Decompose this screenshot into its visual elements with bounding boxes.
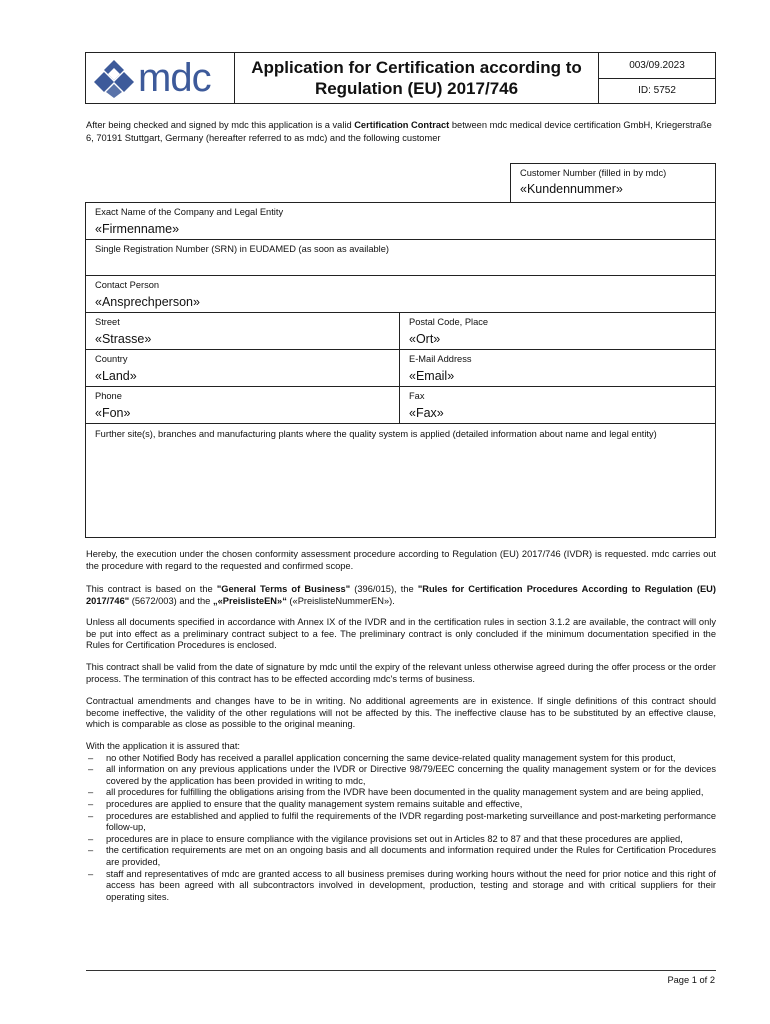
phone-field[interactable]: «Fon»: [95, 406, 131, 420]
customer-number-label: Customer Number (filled in by mdc): [520, 168, 667, 178]
company-label: Exact Name of the Company and Legal Entity: [95, 207, 284, 217]
p2-text-d: (5672/003) and the: [129, 595, 213, 606]
form-row-phone: [86, 387, 715, 424]
form-row-srn: [86, 240, 715, 276]
p4-text: This contract shall be valid from the date of signature by mdc until the expiry of the relevant unless otherwise agreed during the offer process or the order process. The termination of this contract has to be effected according mdc's terms of business.: [86, 662, 716, 684]
sites-field[interactable]: [86, 424, 715, 537]
document-header: [85, 52, 716, 104]
p2-text-c: (396/015), the: [350, 584, 418, 594]
postal-label: Postal Code, Place: [409, 317, 489, 327]
fax-label: Fax: [409, 391, 425, 401]
paragraph-contract-basis: [86, 584, 716, 607]
intro-text-2: between mdc medical device certification GmbH, Kriegerstraße 6, 70191 Stuttgart, Germany (hereafter referred to as mdc) and the following customer: [86, 120, 712, 143]
company-field[interactable]: «Firmenname»: [95, 222, 180, 236]
email-label: E-Mail Address: [409, 354, 472, 364]
p2-text-a: This contract is based on the: [86, 584, 217, 594]
form-row-sites: [86, 424, 715, 537]
paragraph-validity: [86, 662, 716, 685]
paragraph-request: [86, 549, 716, 572]
fax-field[interactable]: «Fax»: [409, 406, 444, 420]
p3-text: Unless all documents specified in accordance with Annex IX of the IVDR and in the certification rules in section 3.1.2 are available, the contract will only be put into effect as a preliminary contract subject to a fee. The preliminary contract is only concluded if the minimum documentation specified in the Rules for Certification Procedures is enclosed.: [86, 617, 716, 651]
page-number: Page 1 of 2: [667, 975, 715, 985]
list-item: – procedures are in place to ensure compliance with the vigilance provisions set out in Articles 82 to 87 and that these procedures are applied,: [86, 834, 716, 846]
customer-form: [85, 202, 716, 538]
list-item: – procedures are applied to ensure that the quality management system remains suitable and effective,: [86, 799, 716, 811]
street-field[interactable]: «Strasse»: [95, 332, 152, 346]
contact-label: Contact Person: [95, 280, 160, 290]
logo-wordmark: mdc: [138, 55, 211, 100]
p5-text: Contractual amendments and changes have to be in writing. No additional agreements are in existence. If single definitions of this contract should become ineffective, the validity of the other regulations will not be affected by this. The ineffective clause has to be substituted by an effective clause, which is comparable as close as possible to the original meaning.: [86, 696, 716, 730]
contact-field[interactable]: «Ansprechperson»: [95, 295, 200, 309]
assured-intro: With the application it is assured that:: [86, 741, 240, 751]
assurance-section: [86, 741, 716, 903]
intro-paragraph: [86, 119, 716, 145]
intro-text-1: After being checked and signed by mdc this application is a valid: [86, 120, 355, 130]
assurance-list: [86, 753, 716, 904]
p2-text-e: («PreislisteNummerEN»).: [286, 595, 395, 606]
document-date: 003/09.2023: [599, 53, 715, 79]
title-line-2: Regulation (EU) 2017/746: [314, 79, 519, 98]
form-row-contact: [86, 276, 715, 313]
postal-field[interactable]: «Ort»: [409, 332, 441, 346]
mdc-logo: [86, 53, 235, 103]
list-item: – procedures are established and applied to fulfil the requirements of the IVDR regarding post-marketing surveillance and post-marketing performance follow-up,: [86, 811, 716, 834]
intro-bold: Certification Contract: [354, 120, 450, 130]
street-label: Street: [95, 317, 120, 327]
form-row-company: [86, 203, 715, 240]
p1-text: Hereby, the execution under the chosen conformity assessment procedure according to Regulation (EU) 2017/746 (IVDR) is requested. mdc carries out the procedure with regard to the requested and confirmed scope.: [86, 549, 716, 571]
title-line-1: Application for Certification according to: [251, 58, 582, 77]
email-field[interactable]: «Email»: [409, 369, 455, 383]
list-item: – the certification requirements are met on an ongoing basis and all documents and information required under the Rules for Certification Procedures are provided,: [86, 845, 716, 868]
mdc-logo-icon: [94, 58, 134, 98]
country-field[interactable]: «Land»: [95, 369, 137, 383]
list-item: – no other Notified Body has received a parallel application concerning the same device-related quality management system for this product,: [86, 753, 716, 765]
document-meta: [599, 53, 715, 103]
customer-number-field[interactable]: «Kundennummer»: [520, 182, 623, 196]
document-id: ID: 5752: [638, 85, 676, 97]
phone-label: Phone: [95, 391, 122, 401]
list-item: – all information on any previous applications under the IVDR or Directive 98/79/EEC concerning the quality management system or for the devices covered by the application has been provided in writing to mdc,: [86, 764, 716, 787]
form-row-country: [86, 350, 715, 387]
list-item: – all procedures for fulfilling the obligations arising from the IVDR have been documented in the quality management system and are being applied,: [86, 787, 716, 799]
footer-divider: [86, 970, 716, 971]
p2-terms-link: "General Terms of Business": [216, 584, 351, 594]
paragraph-preliminary: [86, 617, 716, 652]
country-label: Country: [95, 354, 128, 364]
paragraph-amendments: [86, 696, 716, 731]
srn-label: Single Registration Number (SRN) in EUDAMED (as soon as available): [95, 244, 389, 254]
document-title: [235, 53, 599, 103]
sites-label: Further site(s), branches and manufacturing plants where the quality system is applied (detailed information about name and legal entity): [95, 429, 657, 439]
p2-rules-link: "Rules for Certification Procedures According to Regulation (EU) 2017/746": [86, 584, 716, 606]
list-item: – staff and representatives of mdc are granted access to all business premises during working hours without the need for prior notice and this right of access has been agreed with all subcontractors involved in development, production, testing and storage and with critical suppliers for their operating sites.: [86, 869, 716, 904]
customer-number-box: [510, 163, 716, 203]
form-row-address: [86, 313, 715, 350]
p2-pricelist: „«PreislisteEN»“: [212, 595, 287, 606]
